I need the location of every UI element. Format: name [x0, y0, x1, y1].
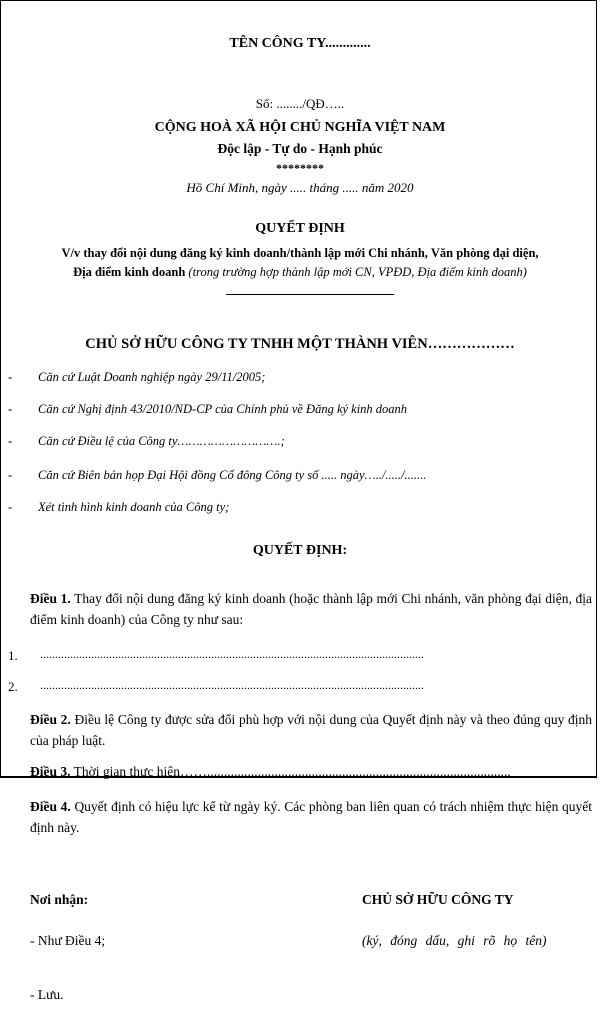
- decision-title: QUYẾT ĐỊNH: [255, 221, 345, 236]
- basis-bullet: -: [8, 499, 13, 514]
- article-1-text: Thay đổi nội dung đăng ký kinh doanh (hoặc thành lập mới Chi nhánh, văn phòng đại diện, địa điểm kinh doanh) của Công ty như sau:: [30, 591, 593, 627]
- item-number: 1.: [8, 648, 18, 663]
- article-4-label: Điều 4.: [30, 799, 71, 814]
- subject-line-2-italic: (trong trường hợp thành lập mới CN, VPĐD, Địa điểm kinh doanh): [188, 265, 527, 279]
- national-title: CỘNG HOÀ XÃ HỘI CHỦ NGHĨA VIỆT NAM: [154, 120, 446, 135]
- signer-note: (ký, đóng dấu, ghi rõ họ tên): [362, 933, 547, 948]
- item-blank-line: ................................................................................................................................: [40, 678, 424, 692]
- item-number: 2.: [8, 679, 18, 694]
- basis-item: Căn cứ Nghị định 43/2010/ND-CP của Chính phủ về Đăng ký kinh doanh: [38, 402, 408, 416]
- basis-bullet: -: [8, 401, 13, 416]
- signer-title: CHỦ SỞ HỮU CÔNG TY: [362, 892, 514, 907]
- national-motto: Độc lập - Tự do - Hạnh phúc: [217, 141, 383, 156]
- recipient-item: - Như Điều 4;: [30, 933, 106, 948]
- basis-bullet: -: [8, 467, 13, 482]
- subject-line-1: V/v thay đổi nội dung đăng ký kinh doanh/thành lập mới Chi nhánh, Văn phòng đại diện,: [61, 246, 539, 260]
- article-2-label: Điều 2.: [30, 712, 71, 727]
- title-divider: [226, 294, 394, 295]
- article-2: [30, 709, 592, 751]
- basis-bullet: -: [8, 433, 13, 448]
- item-blank-line: ................................................................................................................................: [40, 647, 424, 661]
- basis-item: Căn cứ Luật Doanh nghiệp ngày 29/11/2005;: [38, 370, 266, 384]
- article-4: [30, 796, 592, 838]
- article-3-label: Điều 3.: [30, 764, 71, 779]
- basis-item: Căn cứ Biên bản họp Đại Hội đồng Cổ đông Công ty số ..... ngày…../...../.......: [38, 468, 427, 482]
- decision-heading: QUYẾT ĐỊNH:: [252, 543, 348, 558]
- article-3-text: Thời gian thực hiện……..........................................................................................: [73, 764, 511, 779]
- document-number: Số: ......../QĐ…..: [255, 96, 345, 111]
- basis-bullet: -: [8, 369, 13, 384]
- basis-item: Xét tình hình kinh doanh của Công ty;: [38, 500, 230, 514]
- article-3: [30, 764, 511, 780]
- article-2-text: Điều lệ Công ty được sửa đổi phù hợp với nội dung của Quyết định này và theo đúng quy định của pháp luật.: [30, 712, 593, 748]
- basis-item: Căn cứ Điều lệ của Công ty……………………….;: [38, 434, 285, 448]
- recipients-label: Nơi nhận:: [30, 892, 89, 907]
- article-4-text: Quyết định có hiệu lực kể từ ngày ký. Các phòng ban liên quan có trách nhiệm thực hiện quyết định này.: [30, 799, 592, 835]
- recipient-item: - Lưu.: [30, 987, 64, 1002]
- place-date: Hồ Chí Minh, ngày ..... tháng ..... năm 2020: [186, 180, 414, 195]
- motto-stars: ********: [276, 161, 324, 175]
- owner-heading: CHỦ SỞ HỮU CÔNG TY TNHH MỘT THÀNH VIÊN………………: [85, 336, 515, 352]
- article-1: [30, 588, 592, 630]
- company-name: TÊN CÔNG TY.............: [229, 36, 371, 51]
- subject-line-2-bold: Địa điểm kinh doanh: [73, 265, 186, 279]
- subject-line-2: [0, 265, 600, 280]
- article-1-label: Điều 1.: [30, 591, 71, 606]
